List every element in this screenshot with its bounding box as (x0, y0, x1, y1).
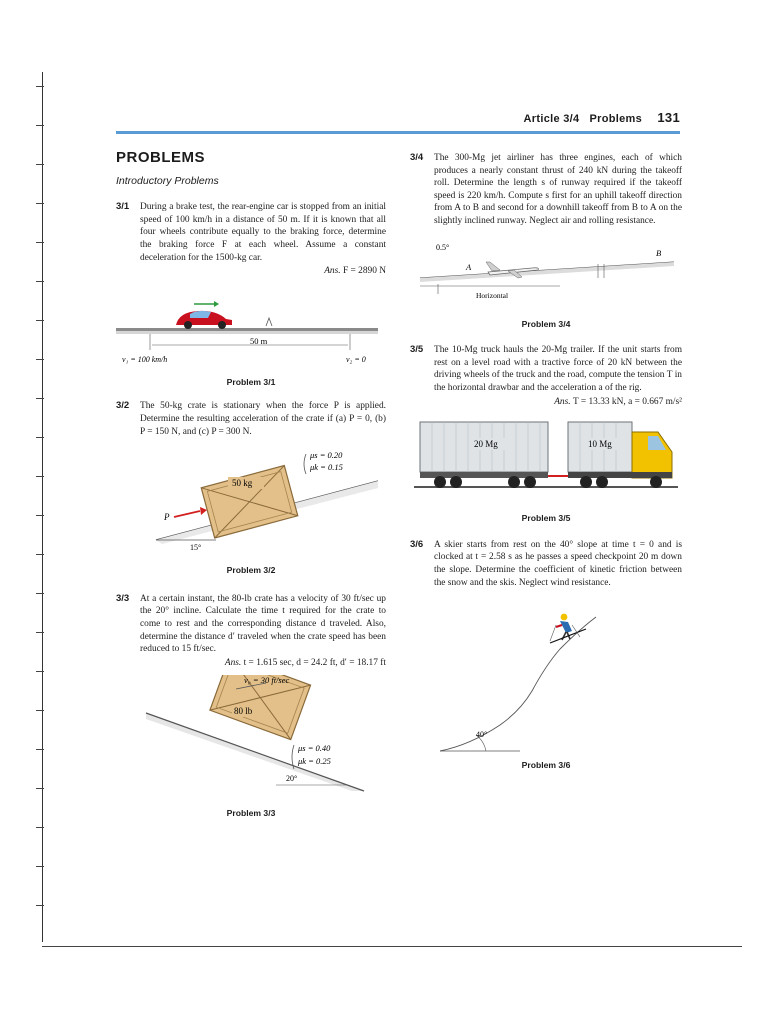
distance-label: 50 m (250, 335, 268, 346)
figure-3-5 (410, 416, 682, 498)
subsection-title: Introductory Problems (116, 174, 219, 187)
header-section: Problems (589, 113, 643, 125)
caption-3-6: Problem 3/6 (521, 760, 571, 771)
problem-text: A skier starts from rest on the 40° slope at time t = 0 and is clocked at t = 2.58 s as he passes a speed checkpoint 20 m down the slope. Determine the coefficient of kinetic friction between the snow and the skis. Neglect wind resistance. (434, 539, 682, 588)
slope-angle-label: 40° (476, 730, 488, 740)
problem-answer: Ans. t = 1.615 sec, d = 24.2 ft, d′ = 18.17 ft (224, 657, 386, 668)
problem-text: The 300-Mg jet airliner has three engines, each of which produces a nearly constant thrust of 240 kN during the takeoff roll. Determine the length s of runway required if the takeoff speed is 220 km/h. Compute s first for an uphill takeoff direction from A to B and second for a downhill takeoff from B to A on the slightly inclined runway. Neglect air and rolling resistance. (434, 153, 682, 226)
binding-tick (36, 671, 44, 672)
problem-3-4 (410, 152, 682, 228)
static-friction-label: μs = 0.40 (298, 743, 331, 754)
crate-icon (201, 466, 298, 538)
kinetic-friction-label: μk = 0.15 (310, 462, 343, 473)
figure-3-3 (116, 675, 386, 793)
problem-text: During a brake test, the rear-engine car is stopped from an initial speed of 100 km/h in a distance of 50 m. If it is known that all four wheels contribute equally to the braking force, determine the braking force F at each wheel. Assume a constant deceleration for the 1500-kg car. (140, 202, 386, 263)
binding-tick (36, 398, 44, 399)
binding-tick (36, 515, 44, 516)
slope-angle-label: 0.5° (436, 242, 450, 252)
binding-tick (36, 632, 44, 633)
crate-mass-label: 50 kg (232, 478, 253, 489)
binding-tick (36, 242, 44, 243)
right-column (410, 152, 682, 772)
problem-3-5 (410, 344, 682, 408)
header-rule (116, 131, 680, 134)
problem-number: 3/4 (410, 152, 424, 163)
static-friction-label: μs = 0.20 (310, 450, 343, 461)
binding-tick (36, 593, 44, 594)
crate-weight-label: 80 lb (234, 706, 253, 717)
trailer-mass-label: 20 Mg (474, 439, 498, 450)
caption-3-2: Problem 3/2 (226, 565, 276, 576)
truck-icon (568, 422, 672, 488)
figure-3-2 (116, 444, 386, 554)
problem-3-1 (116, 201, 386, 278)
binding-marks (30, 80, 44, 940)
trailer-icon (420, 422, 548, 488)
problem-number: 3/5 (410, 344, 424, 356)
page-number: 131 (657, 110, 680, 125)
problem-answer: Ans. T = 13.33 kN, a = 0.667 m/s² (554, 396, 682, 407)
caption-3-1: Problem 3/1 (226, 376, 276, 387)
problem-3-2 (116, 400, 386, 438)
problem-text: At a certain instant, the 80-lb crate has a velocity of 30 ft/sec up the 20° incline. Calculate the time t required for the crate to come to rest and the corresponding distance d traveled. Also, determine the distance d′ traveled when the crate speed has been reduced to 15 ft/sec. (140, 593, 386, 655)
caption-3-5: Problem 3/5 (521, 513, 571, 524)
velocity-label: v₀ = 30 ft/sec (244, 675, 290, 686)
figure-3-1 (116, 292, 386, 372)
section-title: PROBLEMS (116, 149, 206, 166)
binding-tick (36, 437, 44, 438)
caption-3-4: Problem 3/4 (521, 318, 571, 329)
slope-line (440, 617, 596, 751)
binding-tick (36, 476, 44, 477)
problem-3-6 (410, 539, 682, 589)
problem-number: 3/3 (116, 592, 130, 604)
page-bottom-edge (42, 946, 742, 947)
binding-tick (36, 86, 44, 87)
figure-3-4 (410, 238, 682, 304)
problem-3-3 (116, 593, 386, 670)
header-article: Article 3/4 (523, 113, 580, 125)
binding-tick (36, 710, 44, 711)
problem-number: 3/1 (116, 201, 130, 213)
binding-tick (36, 320, 44, 321)
binding-tick (36, 125, 44, 126)
horizontal-label: Horizontal (476, 290, 509, 300)
skier-icon (550, 614, 586, 643)
left-column (116, 149, 386, 820)
caption-3-3: Problem 3/3 (226, 808, 276, 819)
kinetic-friction-label: μk = 0.25 (298, 756, 331, 767)
incline-angle-label: 20° (286, 774, 298, 784)
binding-tick (36, 827, 44, 828)
binding-tick (36, 788, 44, 789)
initial-speed-label: v₁ = 100 km/h (122, 354, 168, 364)
binding-tick (36, 866, 44, 867)
binding-tick (36, 749, 44, 750)
force-arrow (174, 511, 200, 517)
binding-tick (36, 905, 44, 906)
binding-tick (36, 554, 44, 555)
binding-tick (36, 281, 44, 282)
force-label: P (164, 512, 170, 523)
point-b-label: B (656, 247, 662, 258)
point-a-label: A (466, 261, 472, 272)
problem-text: The 50-kg crate is stationary when the force P is applied. Determine the resulting acceleration of the crate if (a) P = 0, (b) P = 150 N, and (c) P = 300 N. (140, 401, 386, 437)
problem-number: 3/2 (116, 400, 130, 412)
problem-answer: Ans. F = 2890 N (324, 266, 386, 277)
binding-tick (36, 164, 44, 165)
binding-tick (36, 359, 44, 360)
binding-tick (36, 203, 44, 204)
truck-mass-label: 10 Mg (588, 439, 612, 450)
running-header (500, 110, 680, 125)
incline-angle-label: 15° (190, 543, 202, 553)
final-speed-label: v₂ = 0 (346, 354, 366, 364)
problem-text: The 10-Mg truck hauls the 20-Mg trailer. If the unit starts from rest on a level road with a tractive force of 20 kN between the driving wheels of the truck and the road, compute the tension T in the horizontal drawbar and the acceleration a of the rig. (434, 345, 682, 393)
figure-3-6 (410, 595, 682, 755)
problem-number: 3/6 (410, 538, 424, 550)
